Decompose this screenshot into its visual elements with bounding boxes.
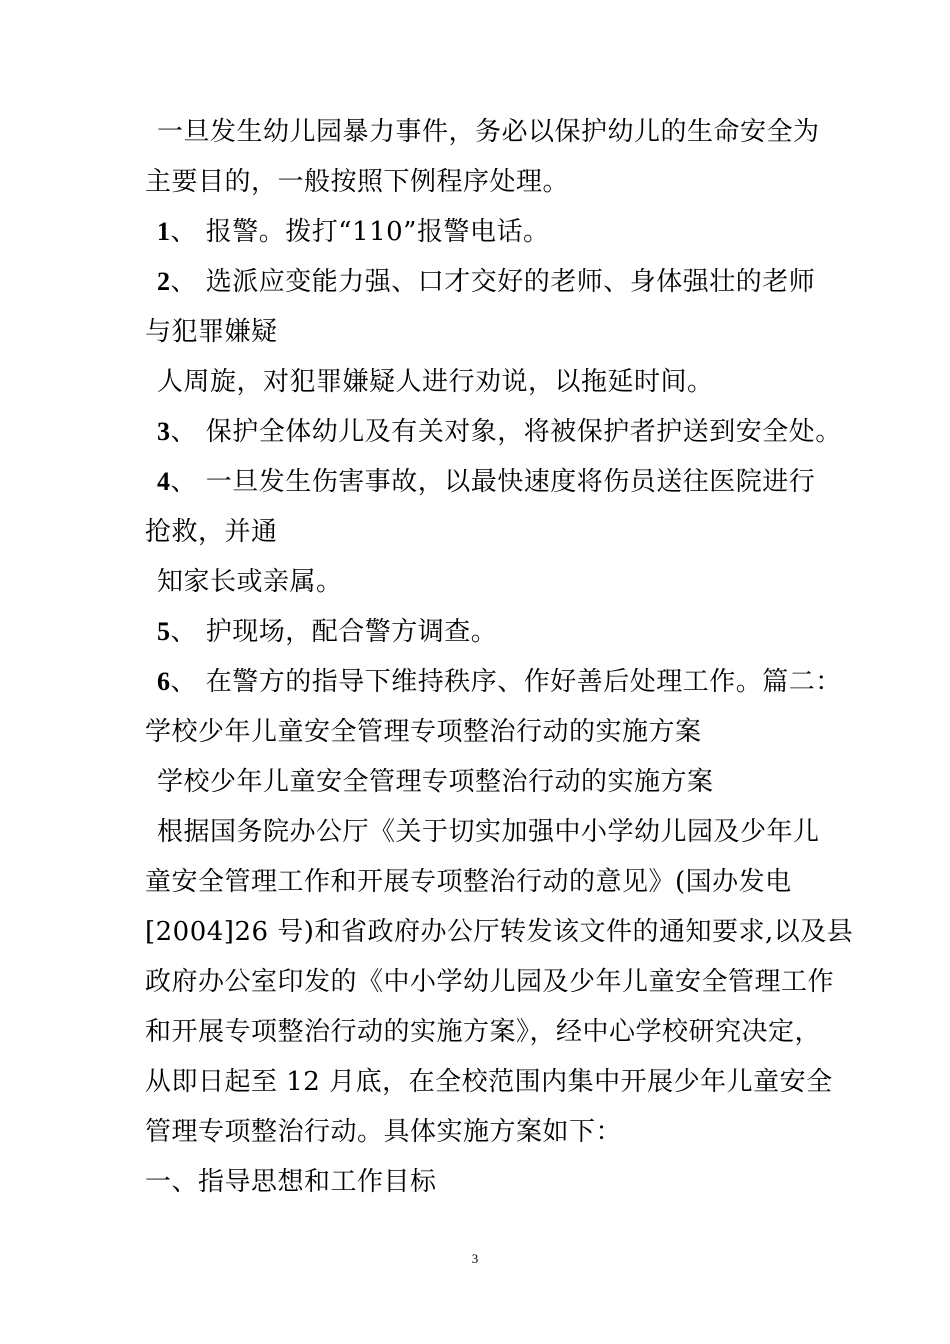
paragraph-line: 根据国务院办公厅《关于切实加强中小学幼儿园及少年儿 — [157, 817, 820, 847]
paragraph-line: 从即日起至 12 月底，在全校范围内集中开展少年儿童安全 — [145, 1067, 833, 1097]
paragraph-line: [2004]26 号)和省政府办公厅转发该文件的通知要求,以及县 — [145, 917, 854, 947]
list-item-4: 4、 一旦发生伤害事故，以最快速度将伤员送往医院进行 — [157, 467, 816, 497]
list-item-1: 1、 报警。拨打“110”报警电话。 — [157, 217, 550, 247]
paragraph-line: 管理专项整治行动。具体实施方案如下： — [145, 1117, 623, 1147]
paragraph-line: 人周旋，对犯罪嫌疑人进行劝说，以拖延时间。 — [157, 367, 714, 397]
list-number: 2 — [157, 267, 171, 296]
section-title: 学校少年儿童安全管理专项整治行动的实施方案 — [157, 767, 714, 797]
list-number: 4 — [157, 467, 171, 496]
list-number: 1 — [157, 217, 171, 246]
paragraph-line: 知家长或亲属。 — [157, 567, 343, 597]
list-number: 6 — [157, 667, 171, 696]
paragraph-line: 主要目的，一般按照下例程序处理。 — [145, 167, 570, 197]
paragraph-line: 抢救，并通 — [145, 517, 278, 547]
page-number: 3 — [471, 1251, 479, 1266]
list-number: 3 — [157, 417, 171, 446]
paragraph-line: 学校少年儿童安全管理专项整治行动的实施方案 — [145, 717, 702, 747]
paragraph-line: 童安全管理工作和开展专项整治行动的意见》(国办发电 — [145, 867, 792, 897]
paragraph-line: 与犯罪嫌疑 — [145, 317, 278, 347]
section-heading: 一、指导思想和工作目标 — [145, 1167, 437, 1197]
paragraph-line: 和开展专项整治行动的实施方案》，经中心学校研究决定， — [145, 1017, 822, 1047]
list-item-3: 3、 保护全体幼儿及有关对象，将被保护者护送到安全处。 — [157, 417, 842, 447]
list-item-5: 5、 护现场，配合警方调查。 — [157, 617, 498, 647]
list-item-2: 2、 选派应变能力强、口才交好的老师、身体强壮的老师 — [157, 267, 816, 297]
paragraph-line: 政府办公室印发的《中小学幼儿园及少年儿童安全管理工作 — [145, 967, 835, 997]
list-number: 5 — [157, 617, 171, 646]
paragraph-line: 一旦发生幼儿园暴力事件，务必以保护幼儿的生命安全为 — [157, 117, 820, 147]
list-item-6: 6、 在警方的指导下维持秩序、作好善后处理工作。篇二： — [157, 667, 842, 697]
